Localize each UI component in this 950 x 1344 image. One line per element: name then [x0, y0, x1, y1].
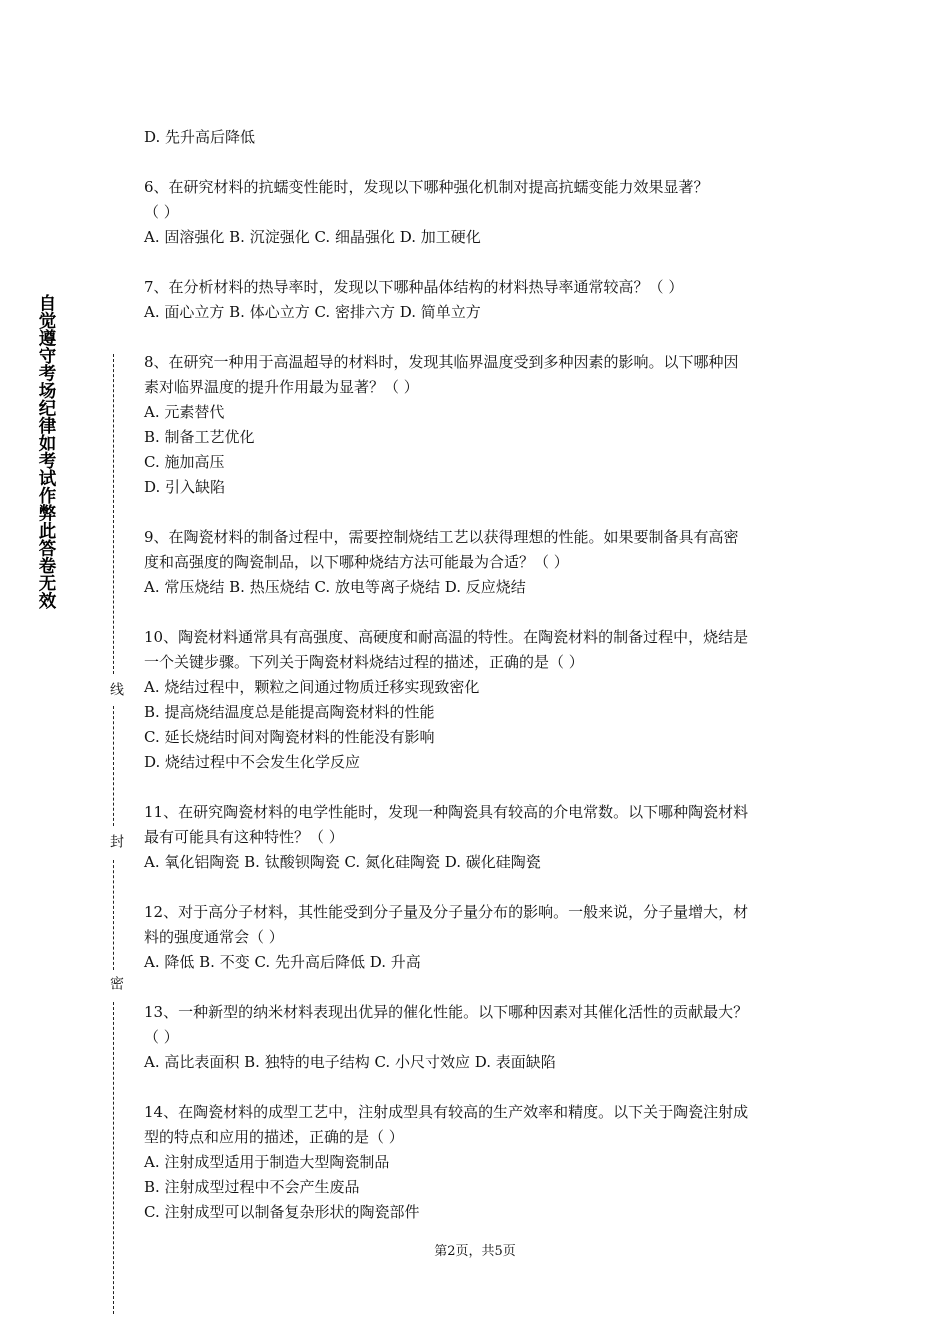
question-text-line: （ ） — [144, 1028, 179, 1046]
answer-option-line: A. 注射成型适用于制造大型陶瓷制品 — [144, 1153, 390, 1171]
answer-option-line: C. 施加高压 — [144, 453, 225, 471]
blank-line — [144, 500, 812, 525]
answer-option-line: A. 氧化铝陶瓷 B. 钛酸钡陶瓷 C. 氮化硅陶瓷 D. 碳化硅陶瓷 — [144, 853, 541, 871]
answer-option-line: D. 烧结过程中不会发生化学反应 — [144, 753, 361, 771]
question-text-line: 13、一种新型的纳米材料表现出优异的催化性能。以下哪种因素对其催化活性的贡献最大？ — [144, 1003, 749, 1021]
binding-label-line: 线 — [104, 682, 124, 696]
question-text-line: 14、在陶瓷材料的成型工艺中，注射成型具有较高的生产效率和精度。以下关于陶瓷注射成 — [144, 1103, 749, 1121]
answer-option-line: B. 制备工艺优化 — [144, 428, 255, 446]
question-text-line: 度和高强度的陶瓷制品，以下哪种烧结方法可能最为合适？（ ） — [144, 553, 569, 571]
question-text-line: 料的强度通常会（ ） — [144, 928, 284, 946]
answer-option-line: A. 常压烧结 B. 热压烧结 C. 放电等离子烧结 D. 反应烧结 — [144, 578, 526, 596]
binding-dashed-line-segment — [113, 354, 114, 674]
question-text-line: 最有可能具有这种特性？（ ） — [144, 828, 344, 846]
question-text-line: 12、对于高分子材料，其性能受到分子量及分子量分布的影响。一般来说，分子量增大，材 — [144, 903, 749, 921]
blank-line — [144, 775, 812, 800]
question-text-line: 11、在研究陶瓷材料的电学性能时，发现一种陶瓷具有较高的介电常数。以下哪种陶瓷材料 — [144, 803, 749, 821]
question-list — [144, 125, 812, 1225]
blank-line — [144, 325, 812, 350]
answer-option-line: C. 延长烧结时间对陶瓷材料的性能没有影响 — [144, 728, 435, 746]
answer-option-line: A. 烧结过程中，颗粒之间通过物质迁移实现致密化 — [144, 678, 480, 696]
answer-option-line: B. 提高烧结温度总是能提高陶瓷材料的性能 — [144, 703, 435, 721]
blank-line — [144, 600, 812, 625]
answer-option-line: B. 注射成型过程中不会产生废品 — [144, 1178, 360, 1196]
answer-option-line: A. 降低 B. 不变 C. 先升高后降低 D. 升高 — [144, 953, 421, 971]
answer-option-line: D. 先升高后降低 — [144, 128, 256, 146]
question-text-line: 6、在研究材料的抗蠕变性能时，发现以下哪种强化机制对提高抗蠕变能力效果显著？ — [144, 178, 709, 196]
answer-option-line: D. 引入缺陷 — [144, 478, 226, 496]
question-text-line: 9、在陶瓷材料的制备过程中，需要控制烧结工艺以获得理想的性能。如果要制备具有高密 — [144, 528, 739, 546]
question-text-line: 素对临界温度的提升作用最为显著？（ ） — [144, 378, 419, 396]
blank-line — [144, 250, 812, 275]
question-text-line: 10、陶瓷材料通常具有高强度、高硬度和耐高温的特性。在陶瓷材料的制备过程中，烧结是 — [144, 628, 749, 646]
exam-discipline-warning: 自觉遵守考场纪律如考试作弊此答卷无效 — [36, 294, 56, 609]
question-text-line: 7、在分析材料的热导率时，发现以下哪种晶体结构的材料热导率通常较高？（ ） — [144, 278, 684, 296]
answer-option-line: A. 元素替代 — [144, 403, 225, 421]
binding-label-secret: 密 — [104, 976, 124, 990]
question-text-line: （ ） — [144, 203, 179, 221]
binding-dashed-line-segment — [113, 1002, 114, 1314]
blank-line — [144, 875, 812, 900]
question-text-line: 型的特点和应用的描述，正确的是（ ） — [144, 1128, 404, 1146]
answer-option-line: A. 面心立方 B. 体心立方 C. 密排六方 D. 简单立方 — [144, 303, 481, 321]
binding-label-seal: 封 — [104, 834, 124, 848]
answer-option-line: A. 固溶强化 B. 沉淀强化 C. 细晶强化 D. 加工硬化 — [144, 228, 481, 246]
blank-line — [144, 150, 812, 175]
binding-dashed-line-segment — [113, 706, 114, 826]
blank-line — [144, 975, 812, 1000]
question-text-line: 8、在研究一种用于高温超导的材料时，发现其临界温度受到多种因素的影响。以下哪种因 — [144, 353, 739, 371]
answer-option-line: C. 注射成型可以制备复杂形状的陶瓷部件 — [144, 1203, 420, 1221]
binding-dashed-line-segment — [113, 860, 114, 970]
page-number-footer: 第2页，共5页 — [434, 1244, 516, 1259]
question-text-line: 一个关键步骤。下列关于陶瓷材料烧结过程的描述，正确的是（ ） — [144, 653, 584, 671]
blank-line — [144, 1075, 812, 1100]
answer-option-line: A. 高比表面积 B. 独特的电子结构 C. 小尺寸效应 D. 表面缺陷 — [144, 1053, 556, 1071]
